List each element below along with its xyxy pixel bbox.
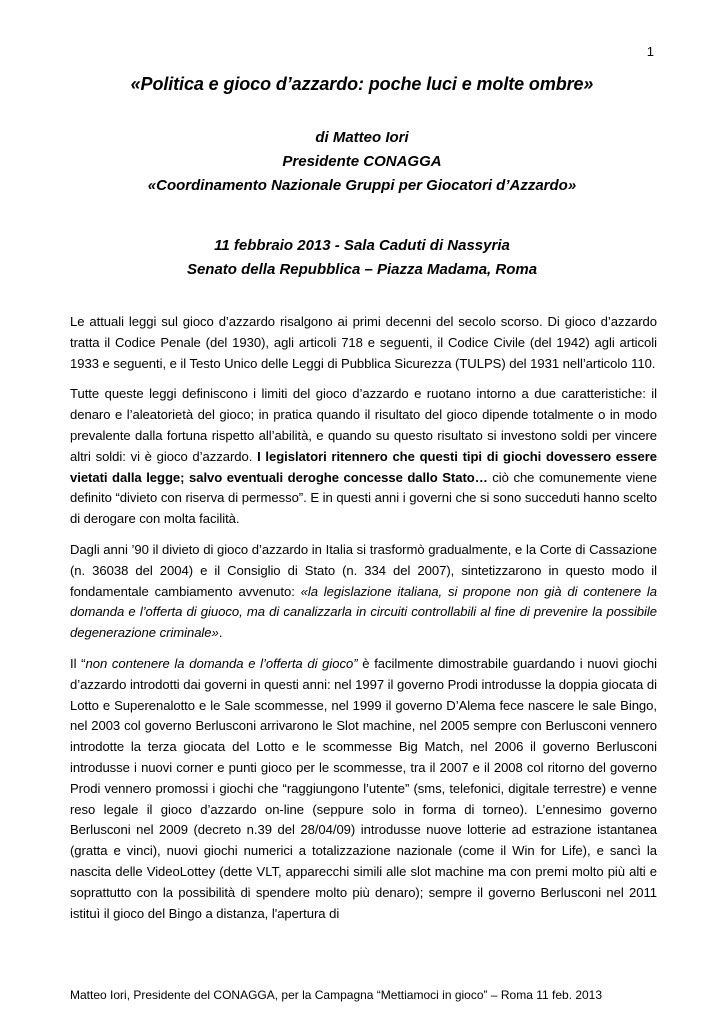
event-venue: Senato della Repubblica – Piazza Madama, Roma <box>186 261 538 278</box>
paragraph-4 <box>70 654 657 924</box>
paragraph-2 <box>70 384 657 530</box>
paragraph-2-text-a: Tutte queste leggi definiscono i limiti del gioco d’azzardo e ruotano intorno a due caratteristiche: il denaro e l’aleatorietà del gioco; in pratica quando il risultato del gioco dipende totalmente o in modo prevalente dalla fortuna rispetto all’abilità, e quando su questo risultato si investono soldi per vincere altri soldi: vi è gioco d’azzardo. <box>70 386 657 464</box>
paragraph-4-text-b: è facilmente dimostrabile guardando i nuovi giochi d’azzardo introdotti dai governi in questi anni: nel 1997 il governo Prodi introdusse la doppia giocata di Lotto e Superenalotto e le Sale scommesse, nel 1999 il governo D’Alema fece nascere le sale Bingo, nel 2003 col governo Berlusconi arrivarono le Slot machine, nel 2005 sempre con Berlusconi vennero introdotte la terza giocata del Lotto e le scommesse Big Match, nel 2006 il governo Berlusconi introdusse i nuovi corner e punti gioco per le scommesse, tra il 2007 e il 2008 col ritorno del governo Prodi vennero promossi i giochi che “raggiungono l’utente” (sms, telefonici, digitale terrestre) e venne reso legale il gioco d’azzardo on-line (seppure solo in forma di torneo). L’ennesimo governo Berlusconi nel 2009 (decreto n.39 del 28/04/09) introdusse nuove lotterie ad estrazione istantanea (gratta e vinci), nuovi giochi numerici a totalizzazione nazionale (come il Win for Life), e sancì la nascita delle VideoLottey (dette VLT, apparecchi simili alle slot machine ma con premi molto più alti e soprattutto con la possibilità di spendere molto più denaro); sempre il governo Berlusconi nel 2011 istituì il gioco del Bingo a distanza, l'apertura di <box>70 655 657 921</box>
page-number: 1 <box>646 44 654 59</box>
document-title: «Politica e gioco d’azzardo: poche luci e molte ombre» <box>130 74 594 94</box>
paragraph-4-quote: non contenere la domanda e l’offerta di gioco” <box>85 655 358 671</box>
event-block <box>0 234 724 282</box>
paragraph-3-quote: «la legislazione italiana, si propone non già di contenere la domanda e l’offerta di giuoco, ma di canalizzarla in circuiti controllabili al fine di prevenire la possibile degenerazione criminale» <box>70 583 657 641</box>
author-organization: «Coordinamento Nazionale Gruppi per Giocatori d’Azzardo» <box>147 177 577 194</box>
paragraph-4-text-a: Il “ <box>70 655 86 671</box>
paragraph-1-text: Le attuali leggi sul gioco d’azzardo risalgono ai primi decenni del secolo scorso. Di gioco d’azzardo tratta il Codice Penale (del 1930), agli articoli 718 e seguenti, il Codice Civile (del 1942) agli articoli 1933 e seguenti, e il Testo Unico delle Leggi di Pubblica Sicurezza (TULPS) del 1931 nell’articolo 110. <box>70 314 657 371</box>
body-text <box>70 312 657 934</box>
page-footer: Matteo Iori, Presidente del CONAGGA, per la Campagna “Mettiamoci in gioco” – Roma 11 feb. 2013 <box>70 988 603 1002</box>
event-date-place: 11 febbraio 2013 - Sala Caduti di Nassyria <box>214 237 510 254</box>
paragraph-3 <box>70 540 657 644</box>
author-byline: di Matteo Iori <box>315 129 409 146</box>
paragraph-2-bold: I legislatori ritennero che questi tipi di giochi dovessero essere vietati dalla legge; salvo eventuali deroghe concesse dallo Stato… <box>70 448 657 485</box>
paragraph-2-text-b: ciò che comunemente viene definito “divieto con riserva di permesso”. E in questi anni i governi che si sono succeduti hanno scelto di derogare con molta facilità. <box>70 469 657 527</box>
paragraph-3-text-a: Dagli anni ’90 il divieto di gioco d’azzardo in Italia si trasformò gradualmente, e la Corte di Cassazione (n. 36038 del 2004) e il Consiglio di Stato (n. 334 del 2007), sintetizzarono in questo modo il fondamentale cambiamento avvenuto: <box>70 541 657 599</box>
paragraph-1 <box>70 312 657 374</box>
author-block <box>0 126 724 198</box>
author-role: Presidente CONAGGA <box>282 153 442 170</box>
paragraph-3-text-b: . <box>218 625 223 641</box>
